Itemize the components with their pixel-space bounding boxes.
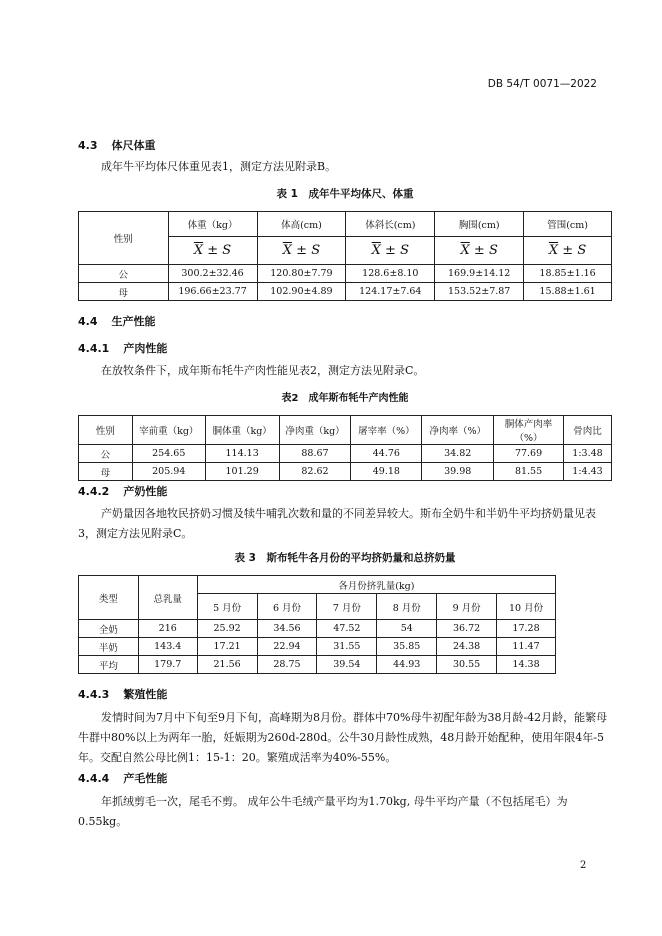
- table-cell: 15.88±1.61: [524, 283, 612, 301]
- table-cell: 114.13: [205, 445, 279, 463]
- section-4-3-heading: [78, 137, 156, 153]
- table3: [78, 575, 556, 674]
- table-cell: 35.85: [377, 638, 437, 656]
- table3-group-header: 各月份挤乳量(kg): [197, 576, 555, 594]
- table3-month-header: 6 月份: [257, 594, 317, 620]
- table-row: [79, 463, 612, 481]
- section-number: 4.3: [78, 139, 98, 152]
- table-cell: 44.93: [377, 656, 437, 674]
- table-row: [79, 283, 612, 301]
- table-row: [79, 265, 612, 283]
- section-4-4-3-heading: [78, 686, 167, 702]
- table-row: [79, 620, 556, 638]
- section-4-4-1-text: 在放牧条件下，成年斯布牦牛产肉性能见表2，测定方法见附录C。: [101, 364, 425, 377]
- table1-col-header: 体重（kg）: [168, 212, 257, 237]
- table2-col-header: 净肉率（%）: [422, 416, 494, 445]
- table-cell: 216: [138, 620, 197, 638]
- table2-col-header: 性别: [79, 416, 133, 445]
- table-cell: 公: [79, 445, 133, 463]
- section-number: 4.4.1: [78, 342, 110, 355]
- table1-col-header: 胸围(cm): [435, 212, 524, 237]
- table-cell: 11.47: [497, 638, 556, 656]
- table-cell: 22.94: [257, 638, 317, 656]
- table-cell: 169.9±14.12: [435, 265, 524, 283]
- table-cell: 143.4: [138, 638, 197, 656]
- table-cell: 24.38: [437, 638, 497, 656]
- table-cell: 196.66±23.77: [168, 283, 257, 301]
- section-title: 产奶性能: [123, 485, 168, 498]
- table-cell: 21.56: [197, 656, 257, 674]
- table-cell: 77.69: [494, 445, 564, 463]
- table2-col-header: 胴体重（kg）: [205, 416, 279, 445]
- table-cell: 母: [79, 463, 133, 481]
- table-cell: 28.75: [257, 656, 317, 674]
- table-cell: 18.85±1.16: [524, 265, 612, 283]
- table-cell: 47.52: [317, 620, 377, 638]
- section-number: 4.4.2: [78, 485, 110, 498]
- table3-month-header: 9 月份: [437, 594, 497, 620]
- table-cell: 30.55: [437, 656, 497, 674]
- table3-month-header: 7 月份: [317, 594, 377, 620]
- table-cell: 全奶: [79, 620, 139, 638]
- table-row: [79, 656, 556, 674]
- table-cell: 17.28: [497, 620, 556, 638]
- table2-col-header: 骨肉比: [563, 416, 611, 445]
- table-cell: 81.55: [494, 463, 564, 481]
- table-cell: 128.6±8.10: [346, 265, 435, 283]
- table-cell: 124.17±7.64: [346, 283, 435, 301]
- section-4-4-4-heading: [78, 770, 167, 786]
- section-4-4-4-text: 年抓绒剪毛一次，尾毛不剪。 成年公牛毛绒产量平均为1.70kg, 母牛平均产量（不包括尾毛）为0.55kg。: [78, 795, 568, 828]
- section-title: 生产性能: [111, 315, 156, 328]
- table1-caption: 表 1 成年牛平均体尺、体重: [276, 188, 414, 200]
- table1-stat-label: $\overline{X} \pm S$: [257, 237, 346, 265]
- table2-col-header: 屠宰率（%）: [351, 416, 422, 445]
- table-cell: 公: [79, 265, 169, 283]
- section-4-4-2-text: 产奶量因各地牧民挤奶习惯及犊牛哺乳次数和量的不同差异较大。斯布全奶牛和半奶牛平均挤奶量见表3，测定方法见附录C。: [78, 507, 596, 540]
- table-cell: 14.38: [497, 656, 556, 674]
- table-cell: 1:4.43: [563, 463, 611, 481]
- table1-col-header: 体斜长(cm): [346, 212, 435, 237]
- table3-month-header: 10 月份: [497, 594, 556, 620]
- table-cell: 205.94: [132, 463, 205, 481]
- table-cell: 31.55: [317, 638, 377, 656]
- section-4-3-text: 成年牛平均体尺体重见表1，测定方法见附录B。: [101, 160, 337, 173]
- table3-month-header: 5 月份: [197, 594, 257, 620]
- section-number: 4.4.3: [78, 688, 110, 701]
- table-cell: 54: [377, 620, 437, 638]
- table-cell: 44.76: [351, 445, 422, 463]
- section-title: 繁殖性能: [123, 688, 168, 701]
- section-number: 4.4.4: [78, 772, 110, 785]
- page-number: 2: [580, 860, 587, 871]
- table2-col-header: 净肉重（kg）: [279, 416, 351, 445]
- table-cell: 49.18: [351, 463, 422, 481]
- table1-stat-label: $\overline{X} \pm S$: [346, 237, 435, 265]
- table-cell: 母: [79, 283, 169, 301]
- table-cell: 半奶: [79, 638, 139, 656]
- table3-col-header: 总乳量: [138, 576, 197, 620]
- table2-col-header: 宰前重（kg）: [132, 416, 205, 445]
- table-cell: 254.65: [132, 445, 205, 463]
- section-4-4-1-heading: [78, 340, 167, 356]
- section-4-4-2-heading: [78, 483, 167, 499]
- table-cell: 34.56: [257, 620, 317, 638]
- table-cell: 102.90±4.89: [257, 283, 346, 301]
- table-row: [79, 445, 612, 463]
- table1: [78, 211, 612, 301]
- table-cell: 25.92: [197, 620, 257, 638]
- table-cell: 82.62: [279, 463, 351, 481]
- table1-stat-label: $\overline{X} \pm S$: [435, 237, 524, 265]
- section-title: 产肉性能: [123, 342, 168, 355]
- table-row: [79, 638, 556, 656]
- table-cell: 153.52±7.87: [435, 283, 524, 301]
- section-number: 4.4: [78, 315, 98, 328]
- table-cell: 101.29: [205, 463, 279, 481]
- table2-caption: 表2 成年斯布牦牛产肉性能: [281, 393, 409, 404]
- table-cell: 39.98: [422, 463, 494, 481]
- table-cell: 17.21: [197, 638, 257, 656]
- table3-month-header: 8 月份: [377, 594, 437, 620]
- table3-caption: 表 3 斯布牦牛各月份的平均挤奶量和总挤奶量: [234, 552, 456, 564]
- table-cell: 300.2±32.46: [168, 265, 257, 283]
- table1-row-header: 性别: [79, 212, 169, 265]
- table-cell: 36.72: [437, 620, 497, 638]
- section-4-4-heading: [78, 313, 156, 329]
- table-cell: 34.82: [422, 445, 494, 463]
- table-cell: 1:3.48: [563, 445, 611, 463]
- table-cell: 平均: [79, 656, 139, 674]
- table1-col-header: 管围(cm): [524, 212, 612, 237]
- table2-col-header: 胴体产肉率（%）: [494, 416, 564, 445]
- table2: [78, 415, 612, 481]
- table-cell: 179.7: [138, 656, 197, 674]
- section-title: 产毛性能: [123, 772, 168, 785]
- document-id: DB 54/T 0071—2022: [487, 78, 597, 90]
- table-cell: 88.67: [279, 445, 351, 463]
- table3-col-header: 类型: [79, 576, 139, 620]
- table1-stat-label: $\overline{X} \pm S$: [524, 237, 612, 265]
- table-cell: 39.54: [317, 656, 377, 674]
- table-cell: 120.80±7.79: [257, 265, 346, 283]
- table1-stat-label: $\overline{X} \pm S$: [168, 237, 257, 265]
- section-title: 体尺体重: [111, 139, 156, 152]
- table1-col-header: 体高(cm): [257, 212, 346, 237]
- section-4-4-3-text: 发情时间为7月中下旬至9月下旬，高峰期为8月份。群体中70%母牛初配年龄为38月龄-42月龄，能繁母牛群中80%以上为两年一胎，妊娠期为260d-280d。公牛30月龄性成熟，48月龄开始配种，使用年限4年-5年。交配自然公母比例1：15-1：20。繁殖成活率为40%-55%。: [78, 711, 608, 764]
